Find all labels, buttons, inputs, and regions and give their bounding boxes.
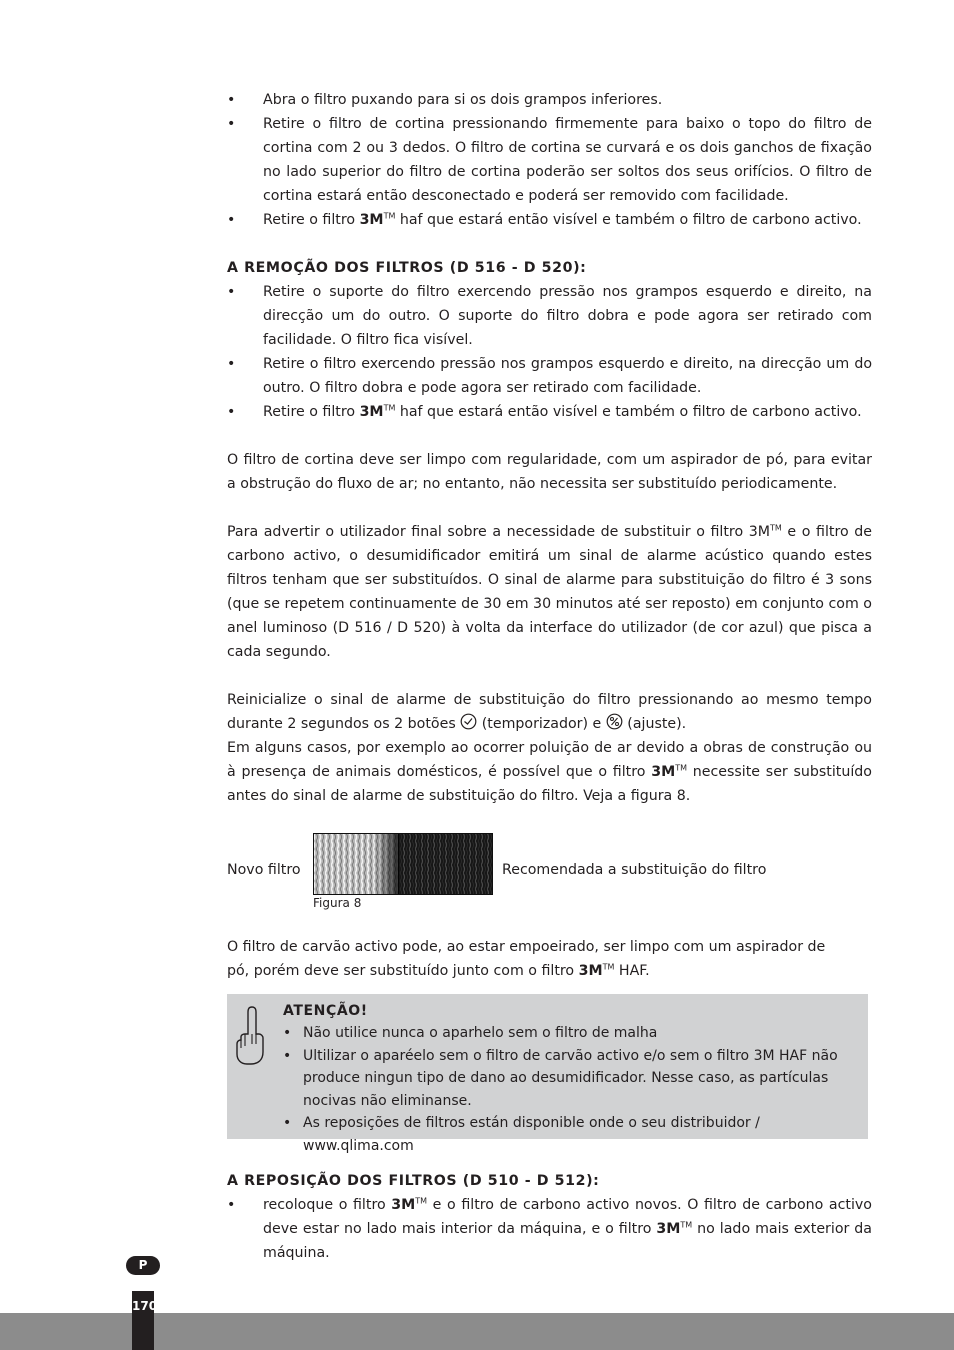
warning-box: [227, 994, 868, 1154]
section-heading-removal: A REMOÇÃO DOS FILTROS (D 516 - D 520):: [227, 260, 587, 276]
figure-caption: Figura 8: [313, 896, 362, 910]
paragraph-carbon-filter: O filtro de carvão activo pode, ao estar empoeirado, ser limpo com um aspirador de pó, porém deve ser substituído junto com o filtro 3M™ HAF.: [227, 939, 826, 979]
figure-8: [227, 833, 872, 913]
warning-list: [283, 1022, 861, 1157]
list-item: • As reposições de filtros están disponible onde o seu distribuidor / www.qlima.com: [283, 1115, 760, 1154]
hand-attention-icon: [233, 1004, 267, 1064]
main-content: [227, 88, 872, 983]
page-number: 170: [132, 1291, 154, 1350]
list-item: • Retire o filtro 3M™ haf que estará então visível e também o filtro de carbono activo.: [227, 211, 862, 228]
paragraph-curtain-filter: O filtro de cortina deve ser limpo com regularidade, com um aspirador de pó, para evitar a obstrução do fluxo de ar; no entanto, não necessita ser substituído periodicamente.: [227, 452, 872, 492]
paragraph-alarm: Para advertir o utilizador final sobre a necessidade de substituir o filtro 3M™ e o filtro de carbono activo, o desumidificador emitirá um sinal de alarme acústico quando estes filtros tenham que ser substituídos. O sinal de alarme para substituição do filtro é 3 sons (que se repetem continuamente de 30 em 30 minutos até ser reposto) em conjunto com o anel luminoso (D 516 / D 520) à volta da interface do utilizador (de cor azul) que pisca a cada segundo.: [227, 523, 873, 660]
list-item: • Não utilice nunca o aparhelo sem o filtro de malha: [283, 1025, 658, 1041]
list-item: • Retire o filtro exercendo pressão nos grampos esquerdo e direito, na direcção um do outro. O filtro dobra e pode agora ser retirado com facilidade.: [227, 356, 872, 396]
warning-title: ATENÇÃO!: [283, 1003, 368, 1019]
list-item: • Retire o filtro de cortina pressionando firmemente para baixo o topo do filtro de cortina com 2 ou 3 dedos. O filtro de cortina se curvará e os dois ganchos de fixação no lado superior do filtro de cortina poderão ser soltos dos seus orifícios. O filtro de cortina estará então desconectado e poderá ser removido com facilidade.: [227, 116, 872, 204]
list-item: • Retire o filtro 3M™ haf que estará então visível e também o filtro de carbono activo.: [227, 403, 862, 420]
new-filter-label: Novo filtro: [227, 862, 301, 878]
list-item: • recoloque o filtro 3M™ e o filtro de carbono activo novos. O filtro de carbono activo deve estar no lado mais interior da máquina, e o filtro 3M™ no lado mais exterior da máquina.: [227, 1196, 873, 1261]
replacement-section: [227, 1169, 872, 1265]
list-item: • Ultilizar o aparéelo sem o filtro de carvão activo e/o sem o filtro 3M HAF não produce ningun tipo de dano ao desumidificador. Nesse caso, as partículas nocivas não eliminanse.: [283, 1047, 838, 1109]
paragraph-reset: Reinicialize o sinal de alarme de substituição do filtro pressionando ao mesmo tempo durante 2 segundos os 2 botões (temporizador) e (ajuste).: [227, 692, 872, 732]
paragraph-cases: Em alguns casos, por exemplo ao ocorrer poluição de ar devido a obras de construção ou à presença de animais domésticos, é possível que o filtro 3M™ necessite ser substituído antes do sinal de alarme de substituição do filtro. Veja a figura 8.: [227, 740, 872, 804]
humidity-percent-icon: [606, 713, 623, 730]
section-heading-replacement: A REPOSIÇÃO DOS FILTROS (D 510 - D 512):: [227, 1173, 600, 1189]
language-badge: P: [126, 1256, 160, 1275]
list-item: • Abra o filtro puxando para si os dois grampos inferiores.: [227, 92, 663, 108]
replace-filter-label: Recomendada a substituição do filtro: [502, 862, 767, 878]
replacement-list: [227, 1193, 872, 1265]
removal-steps-list: [227, 88, 872, 232]
timer-icon: [460, 713, 477, 730]
list-item: • Retire o suporte do filtro exercendo pressão nos grampos esquerdo e direito, na direcção um do outro. O suporte do filtro dobra e pode agora ser retirado com facilidade. O filtro fica visível.: [227, 284, 872, 348]
filter-comparison-image: [313, 833, 493, 895]
removal-d516-list: [227, 280, 872, 424]
